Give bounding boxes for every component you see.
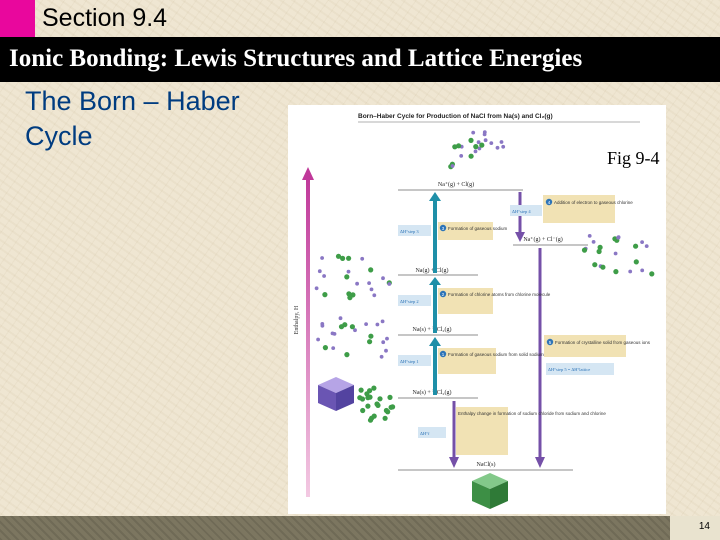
level-label: Na⁺(g) + Cl⁻(g) (523, 237, 563, 243)
step-4-number: 4 (547, 200, 551, 205)
sodium-atom (614, 252, 618, 256)
step-3-delta: ΔH°step 3 (400, 229, 419, 234)
step-5-delta: ΔH°step 5 = ΔH°lattice (548, 367, 591, 372)
sodium-atom (339, 316, 343, 320)
sodium-atom (364, 322, 368, 326)
chlorine-atom (592, 262, 597, 267)
chlorine-atom (368, 418, 373, 423)
slide-subtitle: The Born – Haber Cycle (25, 86, 240, 151)
nacl-crystal-cube (472, 473, 508, 509)
sodium-atom (384, 349, 388, 353)
sodium-metal-cube (318, 377, 354, 411)
chlorine-atom (357, 395, 362, 400)
chlorine-atom (649, 271, 654, 276)
overall-delta: ΔH°f (420, 431, 430, 436)
chlorine-atom (359, 388, 364, 393)
chlorine-atom (365, 404, 370, 409)
sodium-atom (471, 131, 475, 135)
step-1-delta: ΔH°step 1 (400, 359, 419, 364)
chlorine-atom (346, 256, 351, 261)
sodium-atom (640, 240, 644, 244)
sodium-atom (459, 154, 463, 158)
title-bar (0, 37, 720, 82)
sodium-atom (380, 355, 384, 359)
chlorine-atom (323, 345, 328, 350)
chlorine-atom (468, 138, 473, 143)
sodium-atom (628, 270, 632, 274)
chlorine-atom (598, 245, 603, 250)
chlorine-atom (336, 254, 341, 259)
enthalpy-axis-arrowhead (302, 167, 314, 180)
step-3-label: Formation of gaseous sodium (448, 226, 508, 231)
step-3-box (438, 222, 493, 240)
sodium-atom (367, 281, 371, 285)
sodium-atom (500, 140, 504, 144)
chlorine-atom (600, 265, 605, 270)
level-label: Na(g) + Cl(g) (415, 268, 449, 274)
level-label: Na⁺(g) + Cl(g) (437, 182, 475, 188)
chlorine-atom (360, 408, 365, 413)
sodium-atom (489, 141, 493, 145)
chlorine-atom (582, 248, 587, 253)
chlorine-atom (368, 267, 373, 272)
sodium-atom (381, 320, 385, 324)
chlorine-atom (377, 396, 382, 401)
chlorine-atom (350, 324, 355, 329)
sodium-atom (372, 293, 376, 297)
level-label: NaCl(s) (476, 462, 496, 468)
chlorine-atom (383, 416, 388, 421)
sodium-atom (501, 145, 505, 149)
accent-square (0, 0, 35, 37)
step-2-arrowhead (429, 277, 441, 285)
sodium-atom (360, 257, 364, 261)
sodium-atom (331, 346, 335, 350)
chlorine-atom (479, 143, 484, 148)
step-5-arrowhead (535, 457, 545, 468)
chlorine-atom (385, 409, 390, 414)
chlorine-atom (456, 143, 461, 148)
sodium-atom (645, 244, 649, 248)
chlorine-atom (344, 274, 349, 279)
page-number: 14 (698, 521, 710, 532)
chlorine-atom (364, 391, 369, 396)
section-label: Section 9.4 (42, 4, 168, 32)
level-label: Na(s) + ½Cl₂(g) (412, 390, 452, 396)
sodium-atom (588, 234, 592, 238)
sodium-atom (381, 276, 385, 280)
chlorine-atom (469, 154, 474, 159)
sodium-atom (320, 256, 324, 260)
sodium-atom (331, 332, 335, 336)
figure-label: Fig 9-4 (607, 148, 660, 168)
level-label: Na(s) + ½Cl₂(g) (412, 327, 452, 333)
step-1-label: Formation of gaseous sodium from solid sodium (448, 352, 544, 357)
sodium-atom (592, 240, 596, 244)
step-5-number: 5 (548, 340, 552, 345)
overall-arrowhead (449, 457, 459, 468)
chlorine-atom (374, 401, 379, 406)
chlorine-atom (371, 386, 376, 391)
chlorine-atom (339, 324, 344, 329)
chlorine-atom (346, 291, 351, 296)
sodium-atom (315, 286, 319, 290)
diagram-heading: Born–Haber Cycle for Production of NaCl from Na(s) and Cl₂(g) (358, 113, 553, 120)
sodium-atom (385, 337, 389, 341)
step-4-delta: ΔH°step 4 (512, 209, 531, 214)
step-3-number: 3 (441, 226, 445, 231)
chlorine-atom (367, 339, 372, 344)
chlorine-atom (633, 244, 638, 249)
overall-label: Enthalpy change in formation of sodium chloride from sodium and chlorine (458, 411, 606, 416)
step-2-label: Formation of chlorine atoms from chlorine molecule (448, 292, 551, 297)
footer-bar (0, 516, 720, 540)
sodium-atom (451, 164, 455, 168)
sodium-atom (316, 338, 320, 342)
step-2-number: 2 (441, 292, 445, 297)
step-2-delta: ΔH°step 2 (400, 299, 419, 304)
sodium-atom (321, 324, 325, 328)
chlorine-atom (387, 395, 392, 400)
sodium-atom (483, 133, 487, 137)
sodium-atom (370, 288, 374, 292)
y-axis-label: Enthalpy, H (294, 305, 300, 335)
step-5-label: Formation of crystalline solid from gaseous ions (555, 340, 651, 345)
step-3-arrowhead (429, 192, 441, 201)
step-1-arrowhead (429, 337, 441, 346)
sodium-atom (318, 269, 322, 273)
footer-box (670, 516, 720, 540)
sodium-atom (496, 146, 500, 150)
atom-clusters (315, 130, 655, 423)
chlorine-atom (390, 404, 395, 409)
sodium-atom (484, 138, 488, 142)
sodium-atom (381, 340, 385, 344)
step-5-box (544, 335, 626, 357)
sodium-atom (322, 274, 326, 278)
slide-title: Ionic Bonding: Lewis Structures and Lattice Energies (9, 45, 583, 72)
step-1-number: 1 (441, 352, 445, 357)
sodium-atom (474, 150, 478, 154)
sodium-atom (376, 323, 380, 327)
chlorine-atom (372, 414, 377, 419)
chlorine-atom (613, 269, 618, 274)
chlorine-atom (322, 292, 327, 297)
chlorine-atom (473, 144, 478, 149)
chlorine-atom (344, 352, 349, 357)
sodium-atom (616, 236, 620, 240)
sodium-atom (355, 282, 359, 286)
sodium-atom (347, 270, 351, 274)
enthalpy-axis (306, 177, 310, 497)
step-4-label: Addition of electron to gaseous chlorine (554, 200, 633, 205)
sodium-atom (387, 282, 391, 286)
chlorine-atom (634, 259, 639, 264)
sodium-atom (640, 269, 644, 273)
chlorine-atom (368, 334, 373, 339)
